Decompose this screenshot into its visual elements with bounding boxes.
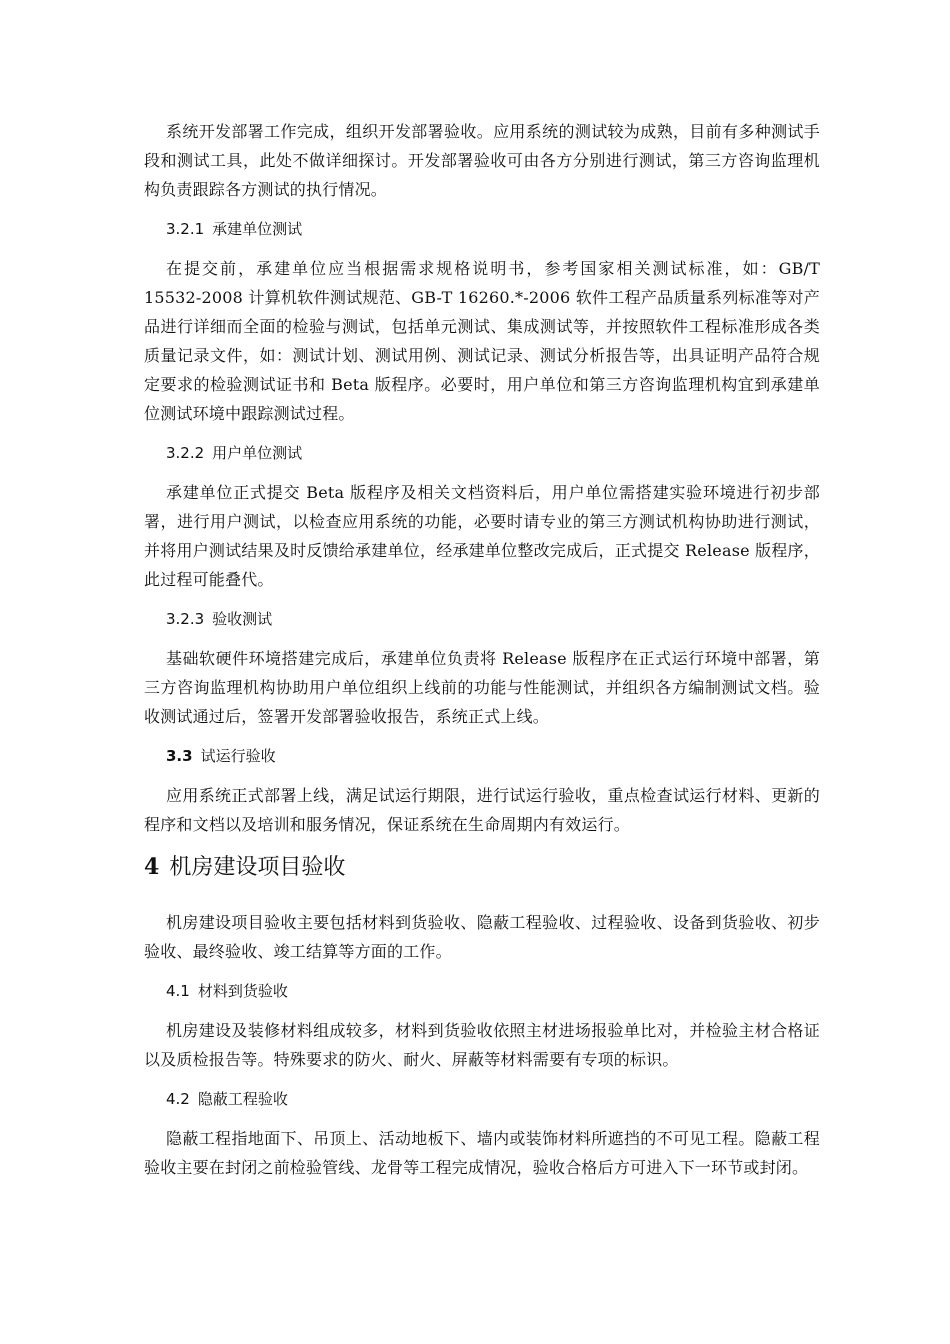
paragraph-trial-run: 应用系统正式部署上线，满足试运行期限，进行试运行验收，重点检查试运行材料、更新的程序和文档以及培训和服务情况，保证系统在生命周期内有效运行。 [144, 786, 820, 834]
heading-4 [144, 851, 820, 884]
section-number: 3.3 [166, 747, 193, 765]
chapter-number: 4 [144, 854, 160, 880]
paragraph-concealed-works: 隐蔽工程指地面下、吊顶上、活动地板下、墙内或装饰材料所遮挡的不可见工程。隐蔽工程验收主要在封闭之前检验管线、龙骨等工程完成情况，验收合格后方可进入下一环节或封闭。 [144, 1129, 820, 1177]
section-number: 3.2.3 [166, 610, 205, 628]
section-title: 验收测试 [212, 610, 273, 628]
chapter-title: 机房建设项目验收 [169, 855, 346, 880]
paragraph-datacenter-acceptance: 机房建设项目验收主要包括材料到货验收、隐蔽工程验收、过程验收、设备到货验收、初步验收、最终验收、竣工结算等方面的工作。 [144, 913, 820, 961]
heading-3-2-2 [166, 440, 820, 466]
section-number: 3.2.2 [166, 444, 205, 462]
paragraph-acceptance-testing: 基础软硬件环境搭建完成后，承建单位负责将 Release 版程序在正式运行环境中部署，第三方咨询监理机构协助用户单位组织上线前的功能与性能测试，并组织各方编制测试文档。验收测试通过后，签署开发部署验收报告，系统正式上线。 [144, 649, 820, 726]
section-number: 4.2 [166, 1090, 190, 1108]
heading-3-3 [166, 743, 820, 769]
paragraph-material-acceptance: 机房建设及装修材料组成较多，材料到货验收依照主材进场报验单比对，并检验主材合格证以及质检报告等。特殊要求的防火、耐火、屏蔽等材料需要有专项的标识。 [144, 1021, 820, 1069]
section-title: 材料到货验收 [197, 982, 288, 1000]
paragraph-contractor-testing: 在提交前，承建单位应当根据需求规格说明书，参考国家相关测试标准，如：GB/T 15532-2008 计算机软件测试规范、GB-T 16260.*-2006 软件工程产品质量系列标准等对产品进行详细而全面的检验与测试，包括单元测试、集成测试等，并按照软件工程标准形成各类质量记录文件，如：测试计划、测试用例、测试记录、测试分析报告等，出具证明产品符合规定要求的检验测试证书和 Beta 版程序。必要时，用户单位和第三方咨询监理机构宜到承建单位测试环境中跟踪测试过程。 [144, 259, 820, 423]
document-page [144, 117, 820, 1194]
section-number: 3.2.1 [166, 220, 205, 238]
section-title: 试运行验收 [200, 747, 276, 765]
section-title: 隐蔽工程验收 [197, 1090, 288, 1108]
section-title: 用户单位测试 [212, 444, 303, 462]
paragraph-user-testing: 承建单位正式提交 Beta 版程序及相关文档资料后，用户单位需搭建实验环境进行初步部署，进行用户测试，以检查应用系统的功能，必要时请专业的第三方测试机构协助进行测试，并将用户测试结果及时反馈给承建单位，经承建单位整改完成后，正式提交 Release 版程序，此过程可能叠代。 [144, 483, 820, 589]
section-title: 承建单位测试 [212, 220, 303, 238]
heading-3-2-1 [166, 216, 820, 242]
heading-4-1 [166, 978, 820, 1004]
section-number: 4.1 [166, 982, 190, 1000]
heading-4-2 [166, 1086, 820, 1112]
paragraph-deployment-acceptance: 系统开发部署工作完成，组织开发部署验收。应用系统的测试较为成熟，目前有多种测试手段和测试工具，此处不做详细探讨。开发部署验收可由各方分别进行测试，第三方咨询监理机构负责跟踪各方测试的执行情况。 [144, 122, 820, 199]
heading-3-2-3 [166, 606, 820, 632]
